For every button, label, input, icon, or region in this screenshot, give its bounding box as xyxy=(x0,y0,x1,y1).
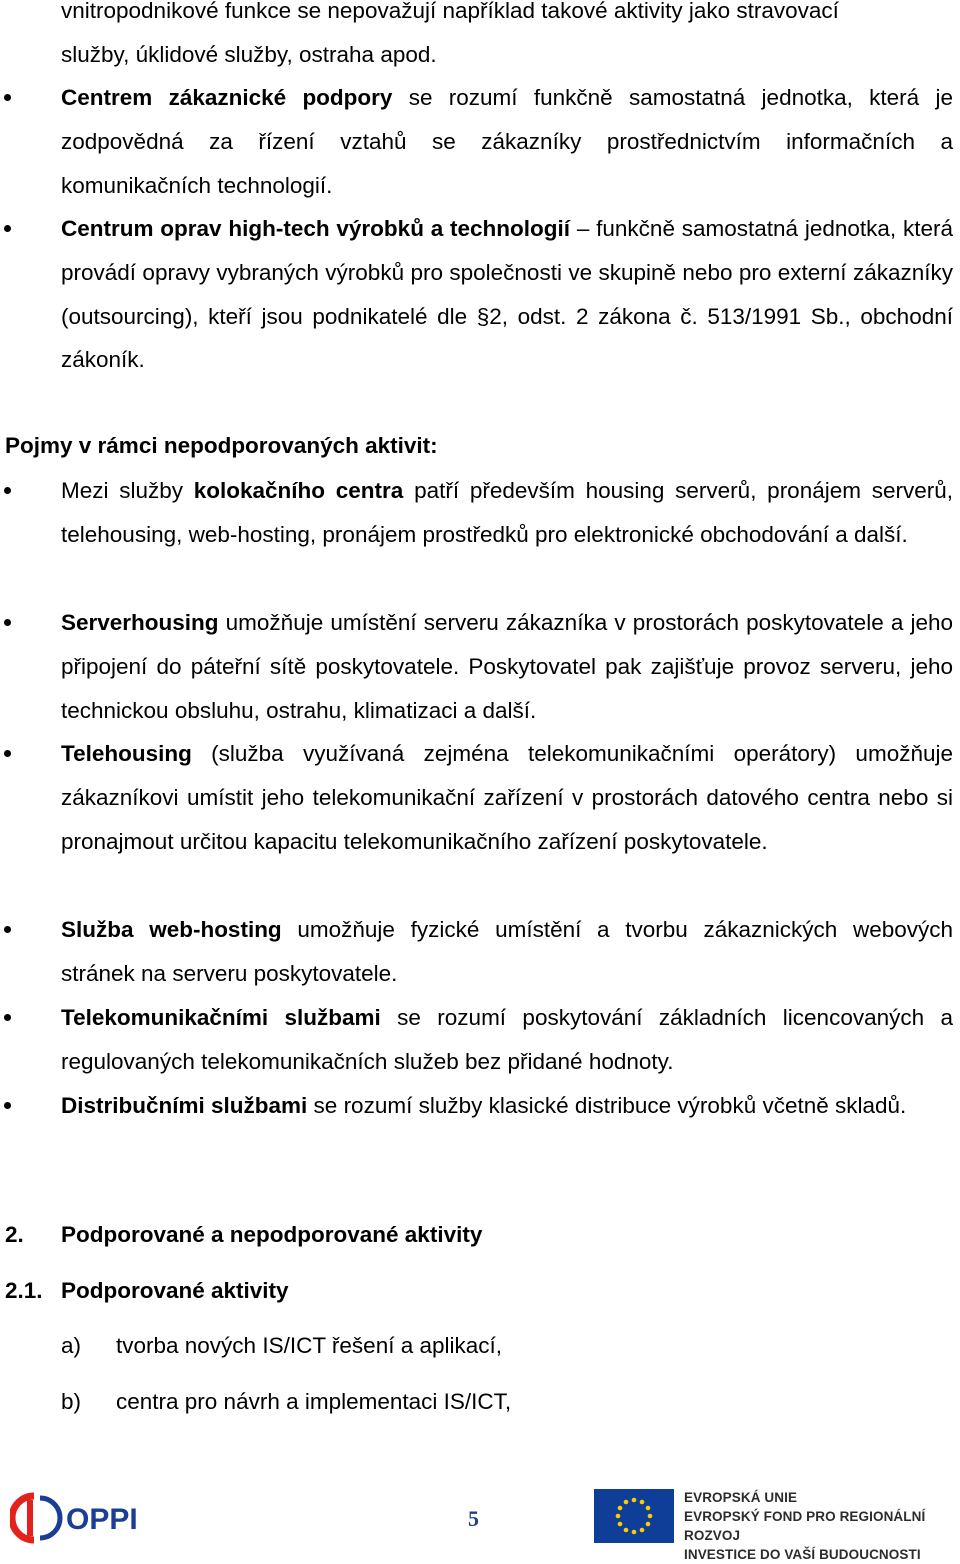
definition: umožňuje umístění serveru zákazníka v prostorách poskytovatele a jeho připojení do páteřní sítě poskytovatele. Poskytovatel pak zajišťuje provoz serveru, jeho technickou obsluhu, ostrahu, klimatizaci a další. xyxy=(61,610,953,723)
list-text: centra pro návrh a implementaci IS/ICT, xyxy=(116,1389,512,1414)
list-item xyxy=(61,469,953,557)
eu-stars-icon xyxy=(594,1489,674,1543)
term: Telekomunikačními službami xyxy=(61,1005,381,1030)
list-item xyxy=(61,996,953,1084)
term: Centrem zákaznické podpory xyxy=(61,85,393,110)
list-text: tvorba nových IS/ICT řešení a aplikací, xyxy=(116,1333,503,1358)
eu-line-3: INVESTICE DO VAŠÍ BUDOUCNOSTI xyxy=(684,1547,921,1562)
intro-line-2: služby, úklidové služby, ostraha apod. xyxy=(61,41,437,67)
bullet-icon xyxy=(1,996,21,1040)
page-number: 5 xyxy=(468,1506,479,1531)
term: Telehousing xyxy=(61,741,192,766)
list-item xyxy=(61,207,953,382)
bullet-icon xyxy=(1,469,21,513)
chapter-title: Podporované a nepodporované aktivity xyxy=(61,1222,483,1247)
bullet-icon xyxy=(1,76,21,120)
section-heading: Pojmy v rámci nepodporovaných aktivit: xyxy=(5,433,438,458)
oppi-logo-text: OPPI xyxy=(66,1503,138,1536)
list-item xyxy=(61,1084,953,1128)
term: Serverhousing xyxy=(61,610,219,635)
definition: se rozumí funkčně samostatná jednotka, která je zodpovědná za řízení vztahů se zákazníky prostřednictvím informačních a komunikačních technologií. xyxy=(61,85,953,198)
chapter-number: 2. xyxy=(5,1222,24,1247)
definition: se rozumí poskytování základních licencovaných a regulovaných telekomunikačních služeb bez přidané hodnoty. xyxy=(61,1005,954,1074)
list-item xyxy=(61,601,953,732)
term: Centrum oprav high-tech výrobků a technologií xyxy=(61,216,571,241)
intro-paragraph xyxy=(61,0,953,77)
lead: Mezi služby xyxy=(61,478,194,503)
eu-line-2: EVROPSKÝ FOND PRO REGIONÁLNÍ ROZVOJ xyxy=(684,1509,926,1543)
list-item xyxy=(61,76,953,207)
definition: (služba využívaná zejména telekomunikačními operátory) umožňuje zákazníkovi umístit jeho telekomunikační zařízení v prostorách datového centra nebo si pronajmout určitou kapacitu telekomunikačního zařízení poskytovatele. xyxy=(61,741,953,854)
oppi-logo xyxy=(10,1492,170,1544)
eu-caption xyxy=(684,1488,960,1564)
bullet-icon xyxy=(1,732,21,776)
subchapter-number: 2.1. xyxy=(5,1278,43,1303)
term: kolokačního centra xyxy=(193,478,404,503)
bullet-icon xyxy=(1,207,21,251)
oppi-logo-icon xyxy=(10,1492,170,1544)
list-item xyxy=(61,732,953,863)
list-label: a) xyxy=(61,1333,82,1358)
definition: se rozumí služby klasické distribuce výrobků včetně skladů. xyxy=(307,1093,907,1118)
definition: – funkčně samostatná jednotka, která provádí opravy vybraných výrobků pro společnosti ve skupině nebo pro externí zákazníky (outsourcing), kteří jsou podnikatelé dle §2, odst. 2 zákona č. 513/1991 Sb., obchodní zákoník. xyxy=(61,216,953,373)
bullet-icon xyxy=(1,908,21,952)
list-label: b) xyxy=(61,1389,82,1414)
term: Distribučními službami xyxy=(61,1093,308,1118)
list-item xyxy=(61,908,953,996)
intro-line-1: vnitropodnikové funkce se nepovažují například takové aktivity jako stravovací xyxy=(61,0,839,23)
eu-flag-icon xyxy=(594,1489,674,1543)
eu-line-1: EVROPSKÁ UNIE xyxy=(684,1490,798,1505)
definition: umožňuje fyzické umístění a tvorbu zákaznických webových stránek na serveru poskytovatele. xyxy=(61,917,953,986)
definition: patří především housing serverů, pronájem serverů, telehousing, web-hosting, pronájem prostředků pro elektronické obchodování a další. xyxy=(61,478,953,547)
term: Služba web-hosting xyxy=(61,917,282,942)
bullet-icon xyxy=(1,1084,21,1128)
bullet-icon xyxy=(1,601,21,645)
subchapter-title: Podporované aktivity xyxy=(61,1278,289,1303)
